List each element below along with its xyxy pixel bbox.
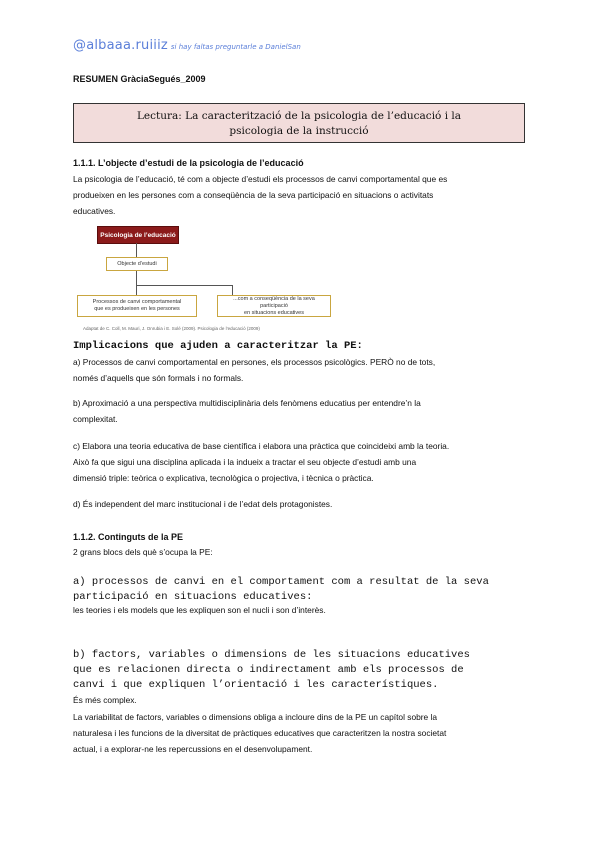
object-of-study-diagram <box>73 222 335 336</box>
content-block-a-note: les teories i els models que les expliquen son el nucli i son d’interès. <box>73 605 326 615</box>
diagram-left-line: Processos de canvi comportamental <box>92 299 182 305</box>
diagram-connector <box>136 285 232 286</box>
implications-heading: Implicacions que ajuden a caracteritzar la PE: <box>73 340 363 352</box>
paragraph-line: dimensió triple: teòrica o explicativa, tecnològica o projectiva, i tècnica o pràctica. <box>73 473 374 483</box>
diagram-connector <box>136 243 137 257</box>
page-header-brand <box>73 36 301 54</box>
paragraph-line: actual, i a explorar-ne les repercussions en el desenvolupament. <box>73 744 313 754</box>
paragraph-line: només d’aquells que són formals i no formals. <box>73 373 244 383</box>
block-line: participació en situacions educatives: <box>73 591 313 603</box>
diagram-right-box <box>217 295 331 317</box>
paragraph-line: naturalesa i les funcions de la diversitat de pràctiques educatives que caracteritzen la nostra societat <box>73 728 447 738</box>
block-line: que es relacionen directa o indirectament amb els processos de <box>73 664 464 676</box>
section-111-heading: 1.1.1. L’objecte d’estudi de la psicologia de l’educació <box>73 158 304 168</box>
paragraph-line: Això fa que sigui una disciplina aplicada i la indueix a tractar el seu objecte d’estudi amb una <box>73 457 417 467</box>
diagram-caption: Adaptat de C. Coll, M. Mauri, J. Onrubia i E. Solé (2009). Psicologia de l’educació (2009) <box>83 326 260 331</box>
lecture-title-box <box>73 103 525 143</box>
diagram-left-box <box>77 295 197 317</box>
section-112-heading: 1.1.2. Continguts de la PE <box>73 532 184 542</box>
paragraph-line: produeixen en les persones com a conseqüència de la seva participació en situacions o activitats <box>73 190 434 200</box>
resumen-title: RESUMEN GràciaSegués_2009 <box>73 74 206 84</box>
paragraph-line: complexitat. <box>73 414 118 424</box>
author-handle: @albaaa.ruiiiz <box>73 38 168 53</box>
diagram-right-line: ...com a conseqüència de la seva participació <box>233 295 315 309</box>
closing-paragraph <box>73 709 446 757</box>
paragraph-line: c) Elabora una teoria educativa de base científica i elabora una pràctica que coincideixi amb la teoria. <box>73 441 450 451</box>
block-line: a) processos de canvi en el comportament com a resultat de la seva <box>73 576 489 588</box>
diagram-title-box: Psicologia de l’educació <box>97 226 179 244</box>
section-111-paragraph <box>73 171 447 219</box>
implication-d: d) És independent del marc institucional i de l’edat dels protagonistes. <box>73 499 333 509</box>
implication-b <box>73 395 421 427</box>
block-line: canvi i que expliquen l’orientació i les característiques. <box>73 679 439 691</box>
section-112-intro: 2 grans blocs dels què s’ocupa la PE: <box>73 547 213 557</box>
content-block-b <box>73 648 470 693</box>
content-block-b-note: És més complex. <box>73 695 137 705</box>
author-tagline: si hay faltas preguntarle a DanielSan <box>170 43 301 51</box>
paragraph-line: a) Processos de canvi comportamental en persones, els processos psicològics. PERÒ no de tots, <box>73 357 436 367</box>
block-line: b) factors, variables o dimensions de les situacions educatives <box>73 649 470 661</box>
diagram-connector <box>136 271 137 285</box>
content-block-a <box>73 575 489 605</box>
lecture-title-line-1: Lectura: La caracterització de la psicologia de l’educació i la <box>136 110 462 122</box>
diagram-connector <box>136 285 137 295</box>
diagram-right-line: en situacions educatives <box>244 309 304 316</box>
paragraph-line: La psicologia de l’educació, té com a objecte d’estudi els processos de canvi comportamental que es <box>73 174 448 184</box>
implication-a <box>73 354 435 386</box>
lecture-title-line-2: psicologia de la instrucció <box>229 125 369 137</box>
paragraph-line: b) Aproximació a una perspectiva multidisciplinària dels fenòmens educatius per entendre’n la <box>73 398 421 408</box>
implication-c <box>73 438 449 486</box>
diagram-left-line: que es produeixen en les persones <box>94 306 180 312</box>
paragraph-line: La variabilitat de factors, variables o dimensions obliga a incloure dins de la PE un capítol sobre la <box>73 712 438 722</box>
paragraph-line: educatives. <box>73 206 116 216</box>
diagram-connector <box>232 285 233 295</box>
diagram-object-box: Objecte d’estudi <box>106 257 168 271</box>
